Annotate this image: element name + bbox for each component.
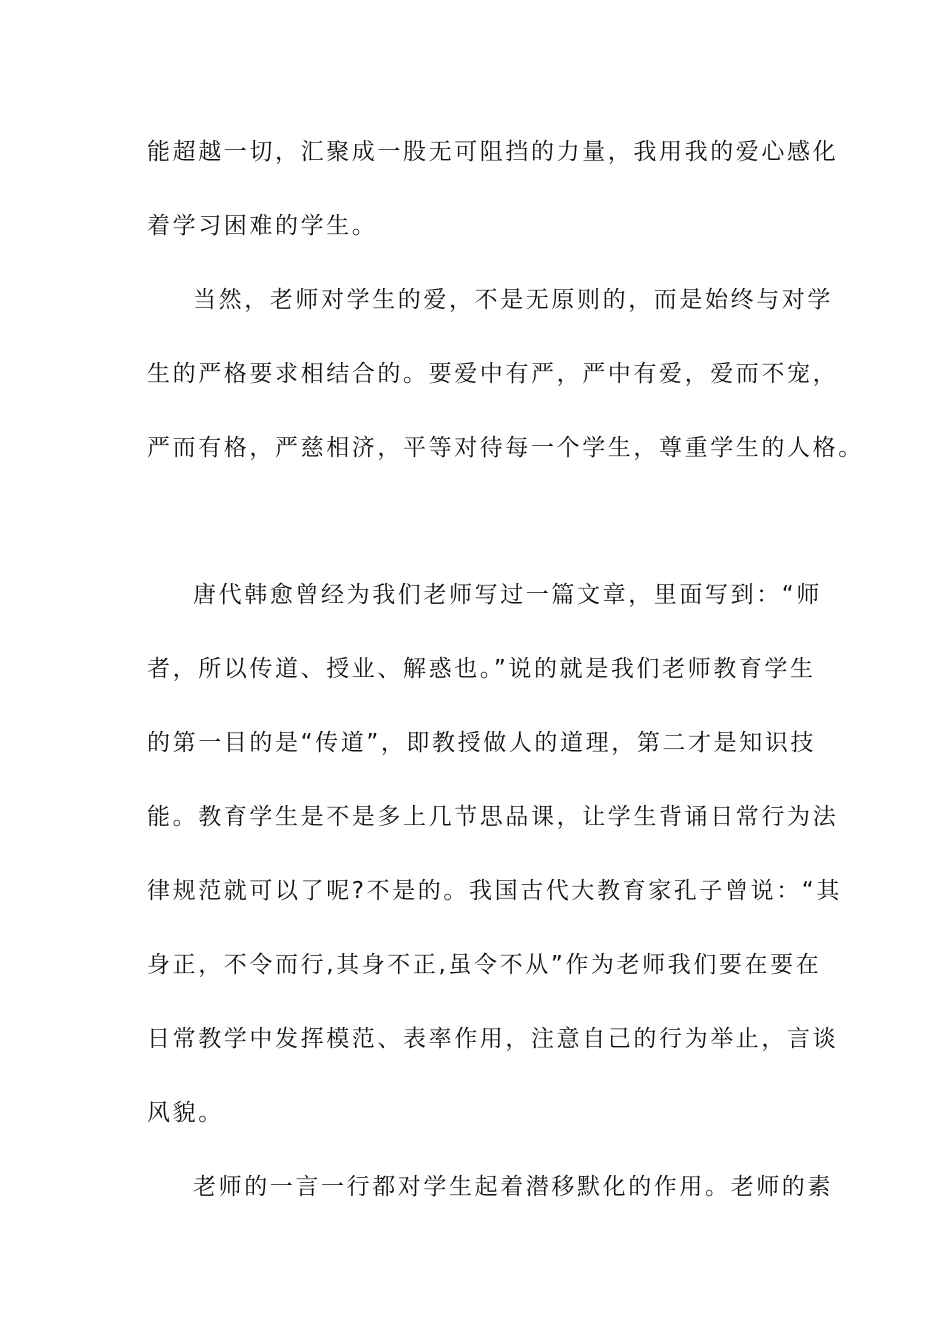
body-text-line: 的第一目的是“传道”，即教授做人的道理，第二才是知识技	[147, 730, 817, 756]
paragraph-first-line: 老师的一言一行都对学生起着潜移默化的作用。老师的素	[193, 1174, 833, 1200]
paragraph-first-line: 当然，老师对学生的爱，不是无原则的，而是始终与对学	[193, 287, 833, 313]
body-text-line: 者，所以传道、授业、解惑也。”说的就是我们老师教育学生	[147, 656, 816, 682]
body-text-line: 风貌。	[147, 1100, 224, 1126]
body-text-line: 能超越一切，汇聚成一股无可阻挡的力量，我用我的爱心感化	[147, 139, 839, 165]
body-text-line: 能。教育学生是不是多上几节思品课，让学生背诵日常行为法	[147, 804, 839, 830]
body-text-line: 律规范就可以了呢?不是的。我国古代大教育家孔子曾说：“其	[147, 878, 842, 904]
paragraph-first-line: 唐代韩愈曾经为我们老师写过一篇文章，里面写到：“师	[193, 582, 822, 608]
body-text-line: 日常教学中发挥模范、表率作用，注意自己的行为举止，言谈	[147, 1026, 839, 1052]
body-text-line: 严而有格，严慈相济，平等对待每一个学生，尊重学生的人格。	[147, 435, 864, 461]
body-text-line: 着学习困难的学生。	[147, 213, 378, 239]
body-text-line: 生的严格要求相结合的。要爱中有严，严中有爱，爱而不宠，	[147, 361, 839, 387]
body-text-line: 身正，不令而行,其身不正,虽令不从”作为老师我们要在要在	[147, 952, 822, 978]
